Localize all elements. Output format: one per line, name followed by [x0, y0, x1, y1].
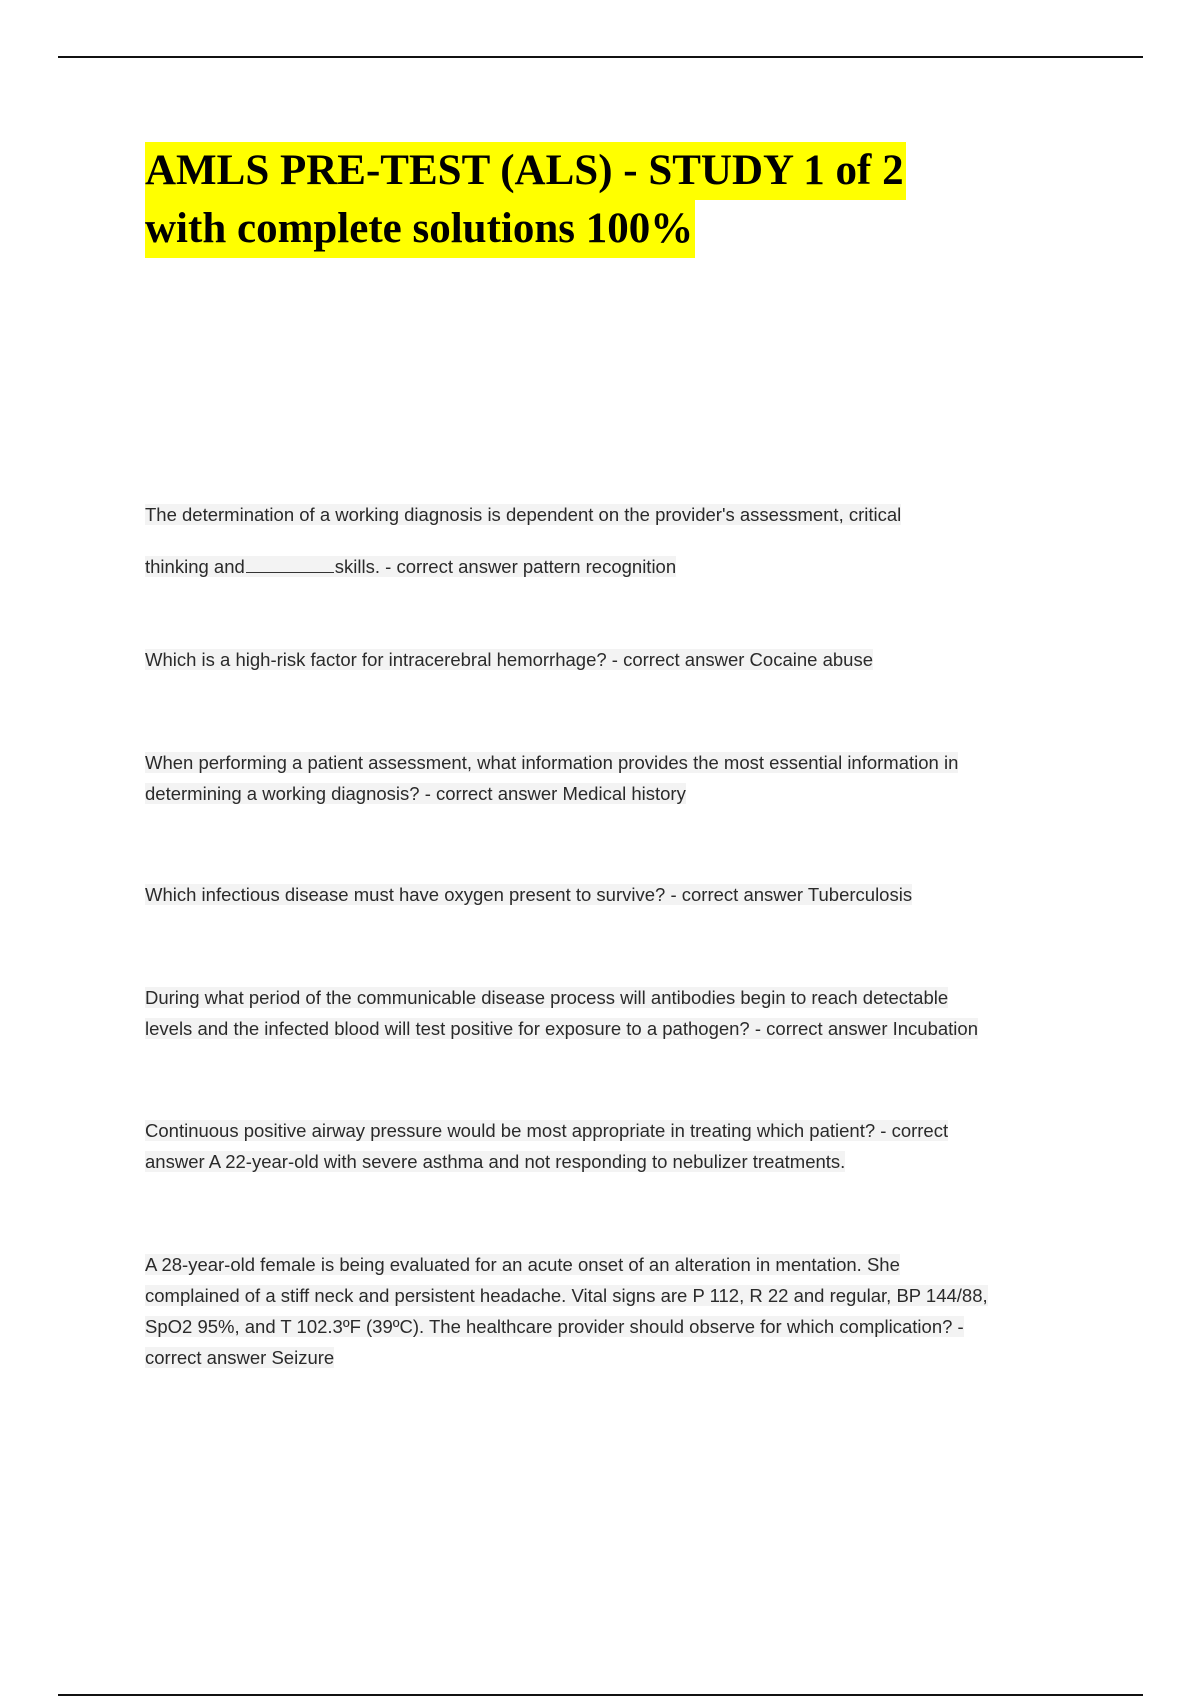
- qa-1-line-2a: thinking and: [145, 556, 245, 577]
- qa-item-3: [145, 747, 1080, 809]
- qa-item-6: [145, 1115, 1080, 1177]
- qa-1-line-2b: skills. - correct answer pattern recognition: [334, 556, 677, 577]
- document-title: [145, 142, 1065, 258]
- qa-5-line-1: During what period of the communicable disease process will antibodies begin to reach detectable: [145, 987, 949, 1008]
- qa-7-line-1: A 28-year-old female is being evaluated for an acute onset of an alteration in mentation. She: [145, 1254, 900, 1275]
- footer-rule: [58, 1694, 1143, 1696]
- fill-in-blank: [246, 556, 334, 573]
- qa-6-line-1: Continuous positive airway pressure would be most appropriate in treating which patient? - correct: [145, 1120, 949, 1141]
- qa-7-line-3: SpO2 95%, and T 102.3ºF (39ºC). The healthcare provider should observe for which complication? -: [145, 1316, 964, 1337]
- qa-3-line-1: When performing a patient assessment, what information provides the most essential information in: [145, 752, 959, 773]
- qa-4-line-1: Which infectious disease must have oxygen present to survive? - correct answer Tuberculosis: [145, 884, 913, 905]
- qa-6-line-2: answer A 22-year-old with severe asthma and not responding to nebulizer treatments.: [145, 1151, 846, 1172]
- qa-item-2: [145, 644, 1080, 675]
- qa-7-line-2: complained of a stiff neck and persistent headache. Vital signs are P 112, R 22 and regular, BP 144/88,: [145, 1285, 988, 1306]
- qa-7-line-4: correct answer Seizure: [145, 1347, 335, 1368]
- title-line-1: AMLS PRE-TEST (ALS) - STUDY 1 of 2: [145, 142, 906, 200]
- qa-item-1: [145, 489, 1080, 593]
- qa-2-line-1: Which is a high-risk factor for intracerebral hemorrhage? - correct answer Cocaine abuse: [145, 649, 873, 670]
- qa-item-4: [145, 879, 1080, 910]
- qa-5-line-2: levels and the infected blood will test positive for exposure to a pathogen? - correct answer Incubation: [145, 1018, 978, 1039]
- qa-3-line-2: determining a working diagnosis? - correct answer Medical history: [145, 783, 686, 804]
- qa-1-line-1: The determination of a working diagnosis is dependent on the provider's assessment, critical: [145, 504, 902, 525]
- title-line-2: with complete solutions 100%: [145, 200, 695, 258]
- header-rule: [58, 56, 1143, 58]
- qa-item-7: [145, 1249, 1080, 1373]
- qa-item-5: [145, 982, 1080, 1044]
